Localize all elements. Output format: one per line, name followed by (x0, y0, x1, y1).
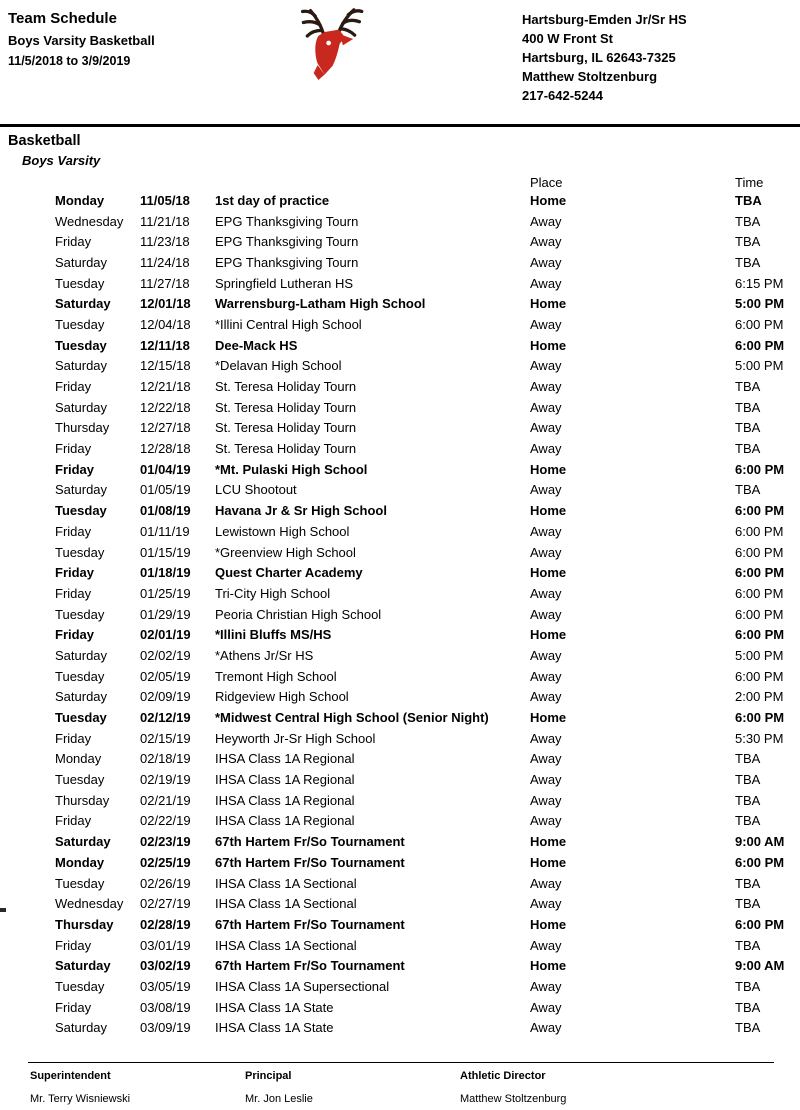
row-date: 02/12/19 (140, 710, 191, 726)
table-row (55, 438, 800, 459)
row-day: Saturday (55, 958, 111, 974)
row-place: Home (530, 834, 567, 850)
row-time: 2:00 PM (735, 689, 784, 705)
row-event: *Athens Jr/Sr HS (215, 647, 314, 663)
row-event: Peoria Christian High School (215, 606, 382, 622)
row-place: Away (530, 813, 562, 829)
row-time: 5:00 PM (735, 296, 785, 312)
sport-heading: Basketball (8, 133, 81, 149)
row-event: Havana Jr & Sr High School (215, 503, 387, 519)
row-place: Away (530, 647, 562, 663)
row-event: IHSA Class 1A Regional (215, 751, 355, 767)
table-row (55, 976, 800, 997)
footer-role-name: Matthew Stoltzenburg (460, 1093, 567, 1105)
row-time: 6:00 PM (735, 461, 785, 477)
row-day: Tuesday (55, 503, 107, 519)
row-date: 12/04/18 (140, 316, 191, 332)
table-row (55, 935, 800, 956)
row-place: Away (530, 399, 562, 415)
stag-eye-icon (326, 41, 331, 46)
row-time: 5:00 PM (735, 358, 784, 374)
row-date: 12/01/18 (140, 296, 191, 312)
row-date: 02/02/19 (140, 647, 191, 663)
row-event: 67th Hartem Fr/So Tournament (215, 958, 405, 974)
table-row (55, 273, 800, 294)
row-date: 02/22/19 (140, 813, 191, 829)
row-event: *Delavan High School (215, 358, 342, 374)
row-date: 02/19/19 (140, 772, 191, 788)
row-time: TBA (735, 379, 761, 395)
school-address1: 400 W Front St (522, 31, 614, 46)
row-place: Home (530, 627, 567, 643)
row-event: St. Teresa Holiday Tourn (215, 420, 357, 436)
row-time: TBA (735, 192, 762, 208)
row-time: 6:15 PM (735, 275, 784, 291)
row-event: IHSA Class 1A Sectional (215, 937, 357, 953)
row-time: TBA (735, 813, 761, 829)
footer-role-title: Athletic Director (460, 1070, 546, 1082)
row-day: Friday (55, 813, 92, 829)
row-place: Away (530, 420, 562, 436)
row-place: Away (530, 358, 562, 374)
page-title: Team Schedule (8, 10, 117, 27)
header-spacer-date (140, 176, 215, 190)
table-header-row (55, 176, 800, 190)
row-time: 9:00 AM (735, 834, 785, 850)
row-event: *Mt. Pulaski High School (215, 461, 368, 477)
row-event: Tri-City High School (215, 585, 331, 601)
row-place: Away (530, 585, 562, 601)
row-date: 12/15/18 (140, 358, 191, 374)
table-row (55, 314, 800, 335)
row-place: Away (530, 772, 562, 788)
table-row (55, 769, 800, 790)
row-date: 02/18/19 (140, 751, 191, 767)
row-day: Friday (55, 627, 95, 643)
footer-role-name: Mr. Jon Leslie (245, 1093, 313, 1105)
row-time: TBA (735, 772, 761, 788)
place-column-header: Place (530, 175, 563, 190)
table-row (55, 893, 800, 914)
row-event: IHSA Class 1A Regional (215, 792, 355, 808)
row-day: Friday (55, 999, 92, 1015)
row-time: TBA (735, 482, 761, 498)
row-event: St. Teresa Holiday Tourn (215, 441, 357, 457)
row-place: Away (530, 482, 562, 498)
table-row (55, 583, 800, 604)
row-date: 12/22/18 (140, 399, 191, 415)
row-place: Away (530, 792, 562, 808)
team-subtitle: Boys Varsity Basketball (8, 33, 155, 48)
row-date: 03/05/19 (140, 978, 191, 994)
row-place: Away (530, 316, 562, 332)
row-day: Wednesday (55, 896, 124, 912)
row-event: IHSA Class 1A State (215, 999, 334, 1015)
table-row (55, 231, 800, 252)
row-day: Monday (55, 854, 105, 870)
row-time: TBA (735, 751, 761, 767)
row-event: LCU Shootout (215, 482, 297, 498)
row-place: Home (530, 565, 567, 581)
schedule-rows (55, 190, 800, 1038)
row-day: Tuesday (55, 275, 105, 291)
row-time: TBA (735, 978, 761, 994)
row-event: Heyworth Jr-Sr High School (215, 730, 376, 746)
row-date: 02/26/19 (140, 875, 191, 891)
row-day: Thursday (55, 420, 110, 436)
row-time: 6:00 PM (735, 585, 784, 601)
season-date-range: 11/5/2018 to 3/9/2019 (8, 54, 131, 68)
row-place: Home (530, 337, 567, 353)
row-time: TBA (735, 441, 761, 457)
row-date: 01/11/19 (140, 523, 190, 539)
row-time: TBA (735, 234, 761, 250)
contact-phone: 217-642-5244 (522, 88, 603, 103)
table-row (55, 687, 800, 708)
footer-role-title: Superintendent (30, 1070, 111, 1082)
footer-principal (245, 1070, 313, 1105)
row-date: 02/05/19 (140, 668, 191, 684)
row-time: TBA (735, 875, 761, 891)
table-row (55, 521, 800, 542)
row-event: IHSA Class 1A Regional (215, 772, 355, 788)
footer-divider (28, 1062, 774, 1063)
row-time: 6:00 PM (735, 337, 785, 353)
row-day: Friday (55, 523, 92, 539)
row-event: *Greenview High School (215, 544, 356, 560)
table-row (55, 1018, 800, 1039)
row-time: 6:00 PM (735, 627, 785, 643)
stag-head-icon (314, 30, 353, 80)
row-event: 67th Hartem Fr/So Tournament (215, 834, 405, 850)
row-place: Away (530, 978, 562, 994)
row-day: Thursday (55, 792, 110, 808)
row-day: Tuesday (55, 978, 105, 994)
row-place: Away (530, 254, 562, 270)
table-row (55, 335, 800, 356)
row-time: TBA (735, 1020, 761, 1036)
row-day: Friday (55, 937, 92, 953)
footer-superintendent (30, 1070, 130, 1105)
row-place: Away (530, 937, 562, 953)
header-left-block (8, 10, 155, 68)
row-place: Away (530, 730, 562, 746)
table-row (55, 955, 800, 976)
row-event: St. Teresa Holiday Tourn (215, 399, 357, 415)
table-row (55, 997, 800, 1018)
team-level-heading: Boys Varsity (22, 153, 101, 168)
header-spacer-event (215, 176, 530, 190)
school-address2: Hartsburg, IL 62643-7325 (522, 50, 676, 65)
row-date: 02/01/19 (140, 627, 191, 643)
table-row (55, 459, 800, 480)
table-row (55, 666, 800, 687)
row-time: 6:00 PM (735, 854, 785, 870)
row-time: TBA (735, 213, 761, 229)
row-event: St. Teresa Holiday Tourn (215, 379, 357, 395)
row-date: 03/09/19 (140, 1020, 191, 1036)
row-day: Tuesday (55, 544, 105, 560)
footer-athletic-director (460, 1070, 566, 1105)
row-date: 01/08/19 (140, 503, 191, 519)
row-place: Home (530, 854, 567, 870)
row-date: 12/27/18 (140, 420, 191, 436)
table-row (55, 645, 800, 666)
row-event: IHSA Class 1A Sectional (215, 896, 357, 912)
row-date: 03/02/19 (140, 958, 191, 974)
row-day: Monday (55, 751, 102, 767)
row-day: Wednesday (55, 213, 124, 229)
row-day: Friday (55, 441, 92, 457)
row-event: IHSA Class 1A Sectional (215, 875, 357, 891)
row-time: TBA (735, 254, 761, 270)
row-day: Saturday (55, 399, 108, 415)
row-time: 6:00 PM (735, 916, 785, 932)
row-event: Springfield Lutheran HS (215, 275, 354, 291)
table-row (55, 480, 800, 501)
row-event: IHSA Class 1A Regional (215, 813, 355, 829)
row-event: EPG Thanksgiving Tourn (215, 254, 359, 270)
row-event: 67th Hartem Fr/So Tournament (215, 854, 405, 870)
table-row (55, 728, 800, 749)
row-time: 6:00 PM (735, 565, 785, 581)
row-date: 03/01/19 (140, 937, 191, 953)
row-date: 11/24/18 (140, 254, 190, 270)
row-time: 6:00 PM (735, 606, 784, 622)
row-day: Saturday (55, 358, 108, 374)
row-day: Saturday (55, 482, 108, 498)
row-time: TBA (735, 399, 761, 415)
row-place: Home (530, 916, 567, 932)
row-event: *Illini Bluffs MS/HS (215, 627, 332, 643)
row-date: 01/18/19 (140, 565, 191, 581)
table-row (55, 790, 800, 811)
table-row (55, 376, 800, 397)
table-row (55, 190, 800, 211)
table-row (55, 562, 800, 583)
row-date: 03/08/19 (140, 999, 191, 1015)
row-date: 02/27/19 (140, 896, 191, 912)
row-day: Friday (55, 585, 92, 601)
row-time: 6:00 PM (735, 523, 784, 539)
table-row (55, 211, 800, 232)
row-place: Away (530, 896, 562, 912)
row-day: Thursday (55, 916, 114, 932)
header-spacer-day (55, 176, 140, 190)
row-date: 11/27/18 (140, 275, 190, 291)
row-day: Friday (55, 461, 95, 477)
row-event: 1st day of practice (215, 192, 330, 208)
table-row (55, 252, 800, 273)
row-time: 6:00 PM (735, 668, 784, 684)
row-day: Friday (55, 234, 92, 250)
time-column-header: Time (735, 175, 764, 190)
table-row (55, 811, 800, 832)
table-row (55, 356, 800, 377)
row-date: 12/11/18 (140, 337, 190, 353)
row-date: 01/05/19 (140, 482, 191, 498)
row-date: 01/25/19 (140, 585, 191, 601)
row-time: 6:00 PM (735, 544, 784, 560)
row-day: Saturday (55, 834, 111, 850)
row-place: Away (530, 441, 562, 457)
table-row (55, 397, 800, 418)
contact-name: Matthew Stoltzenburg (522, 69, 658, 84)
table-row (55, 831, 800, 852)
row-date: 12/21/18 (140, 379, 191, 395)
row-date: 02/25/19 (140, 854, 191, 870)
row-place: Away (530, 875, 562, 891)
row-event: Lewistown High School (215, 523, 350, 539)
row-time: 6:00 PM (735, 316, 784, 332)
row-event: Ridgeview High School (215, 689, 349, 705)
row-time: 5:30 PM (735, 730, 784, 746)
schedule-table (55, 176, 800, 1038)
row-place: Away (530, 544, 562, 560)
row-event: Dee-Mack HS (215, 337, 298, 353)
row-day: Tuesday (55, 337, 107, 353)
row-date: 11/23/18 (140, 234, 190, 250)
row-place: Home (530, 461, 567, 477)
row-day: Friday (55, 565, 95, 581)
row-event: *Illini Central High School (215, 316, 362, 332)
table-row (55, 749, 800, 770)
row-day: Friday (55, 730, 92, 746)
table-row (55, 624, 800, 645)
row-time: 5:00 PM (735, 647, 784, 663)
row-date: 11/21/18 (140, 213, 190, 229)
row-place: Home (530, 710, 567, 726)
table-row (55, 500, 800, 521)
table-row (55, 418, 800, 439)
row-day: Tuesday (55, 710, 107, 726)
row-day: Tuesday (55, 772, 105, 788)
header-divider (0, 124, 800, 127)
row-event: EPG Thanksgiving Tourn (215, 234, 359, 250)
row-event: IHSA Class 1A State (215, 1020, 334, 1036)
row-event: Quest Charter Academy (215, 565, 363, 581)
row-time: TBA (735, 896, 761, 912)
row-place: Away (530, 751, 562, 767)
row-event: IHSA Class 1A Supersectional (215, 978, 390, 994)
row-place: Away (530, 213, 562, 229)
row-day: Tuesday (55, 316, 105, 332)
row-date: 02/28/19 (140, 916, 191, 932)
row-day: Tuesday (55, 875, 105, 891)
row-event: EPG Thanksgiving Tourn (215, 213, 359, 229)
row-day: Saturday (55, 1020, 108, 1036)
table-row (55, 852, 800, 873)
row-day: Saturday (55, 647, 108, 663)
row-date: 01/29/19 (140, 606, 191, 622)
row-day: Monday (55, 192, 105, 208)
table-row (55, 873, 800, 894)
row-time: 9:00 AM (735, 958, 785, 974)
row-date: 01/04/19 (140, 461, 191, 477)
row-place: Away (530, 668, 562, 684)
stag-mascot-logo (290, 2, 372, 84)
row-day: Tuesday (55, 606, 105, 622)
table-row (55, 542, 800, 563)
table-row (55, 707, 800, 728)
row-place: Home (530, 958, 567, 974)
row-place: Away (530, 523, 562, 539)
row-event: *Midwest Central High School (Senior Night) (215, 710, 489, 726)
row-place: Away (530, 234, 562, 250)
row-day: Friday (55, 379, 92, 395)
row-date: 02/09/19 (140, 689, 191, 705)
row-date: 02/21/19 (140, 792, 191, 808)
row-place: Away (530, 606, 562, 622)
row-date: 12/28/18 (140, 441, 191, 457)
row-date: 11/05/18 (140, 192, 190, 208)
row-day: Saturday (55, 296, 111, 312)
footer-role-name: Mr. Terry Wisniewski (30, 1093, 131, 1105)
row-day: Saturday (55, 689, 108, 705)
row-place: Away (530, 379, 562, 395)
row-date: 01/15/19 (140, 544, 191, 560)
school-name: Hartsburg-Emden Jr/Sr HS (522, 12, 687, 27)
page-edge-mark (0, 908, 6, 912)
row-place: Home (530, 503, 567, 519)
row-place: Home (530, 296, 567, 312)
row-place: Away (530, 1020, 562, 1036)
row-time: TBA (735, 999, 761, 1015)
row-day: Tuesday (55, 668, 105, 684)
row-date: 02/15/19 (140, 730, 191, 746)
row-event: 67th Hartem Fr/So Tournament (215, 916, 405, 932)
footer-role-title: Principal (245, 1070, 292, 1082)
row-date: 02/23/19 (140, 834, 191, 850)
row-time: TBA (735, 937, 761, 953)
row-place: Away (530, 999, 562, 1015)
row-event: Warrensburg-Latham High School (215, 296, 426, 312)
table-row (55, 914, 800, 935)
table-row (55, 293, 800, 314)
row-place: Away (530, 689, 562, 705)
school-info-block (522, 10, 687, 105)
row-place: Away (530, 275, 562, 291)
row-time: 6:00 PM (735, 710, 785, 726)
row-time: 6:00 PM (735, 503, 785, 519)
row-time: TBA (735, 420, 761, 436)
row-event: Tremont High School (215, 668, 337, 684)
row-day: Saturday (55, 254, 108, 270)
table-row (55, 604, 800, 625)
row-place: Home (530, 192, 567, 208)
row-time: TBA (735, 792, 761, 808)
